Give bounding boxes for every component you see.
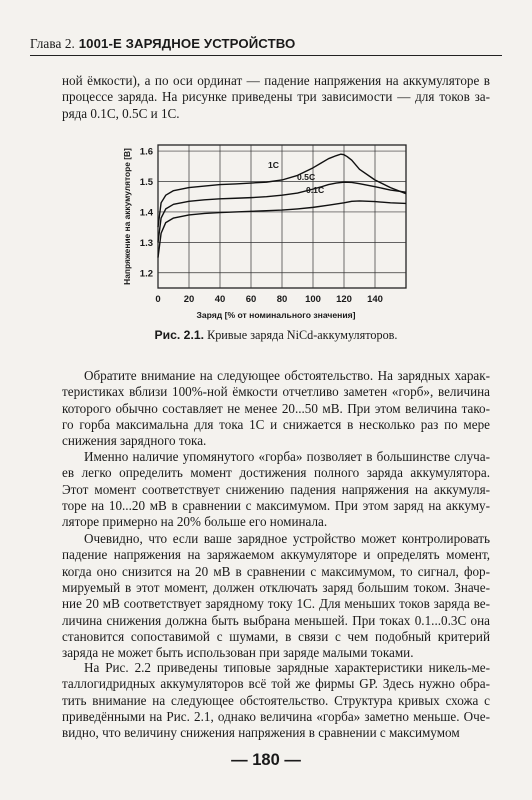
text-line: ние 20 мВ соответствует зарядному току 1С. Для меньших токов заряда ве- (62, 596, 490, 612)
page-number: — 180 — (231, 751, 301, 769)
caption-label: Рис. 2.1. (154, 328, 205, 342)
charge-curves-chart (118, 133, 418, 333)
x-tick-label: 100 (305, 294, 321, 305)
text-line: На Рис. 2.2 приведены типовые зарядные характеристики никель-ме- (84, 660, 490, 675)
body-paragraph (62, 449, 490, 531)
text-line: видно, что величину снижения напряжения в сравнении с максимумом (62, 725, 460, 741)
y-tick-label: 1.2 (139, 268, 153, 280)
text-line: Обратите внимание на следующее обстоятельство. На зарядных харак- (84, 368, 490, 383)
text-line: падение напряжения на заряжаемом аккумуляторе и определять момент, (62, 547, 490, 563)
text-line: ляторе примерно на 20% больше его номинала. (62, 514, 328, 530)
text-line: таллогидридных аккумуляторов всё той же фирмы GP. Здесь нужно обра- (62, 676, 490, 692)
text-line: приведёнными на Рис. 2.1, однако величина «горба» заметно меньше. Оче- (62, 709, 490, 725)
series-label: 1C (268, 159, 279, 170)
text-line: снижения зарядного тока. (62, 433, 207, 449)
text-line: ной ёмкости), а по оси ординат — падение напряжения на аккумуляторе в (62, 73, 490, 88)
text-line: ряда 0.1С, 0.5С и 1С. (62, 105, 180, 121)
text-line: когда оно снизится на 20 мВ в сравнении с максимумом, то сигнал, фор- (62, 563, 490, 579)
x-tick-label: 20 (183, 294, 195, 305)
chapter-title: 1001-Е ЗАРЯДНОЕ УСТРОЙСТВО (78, 36, 296, 51)
running-head (30, 36, 502, 56)
x-axis-title: Заряд [% от номинального значения] (196, 310, 356, 320)
figure-caption (62, 328, 490, 343)
y-axis-title: Напряжение на аккумуляторе [В] (122, 148, 132, 285)
y-tick-label: 1.5 (139, 177, 153, 189)
text-line: заряда не может быть использован при заряде малыми токами. (62, 645, 414, 661)
y-tick-label: 1.3 (139, 237, 153, 249)
y-tick-label: 1.6 (139, 146, 153, 158)
x-tick-label: 80 (276, 294, 288, 305)
text-line: становится сопоставимой с шумами, в связи с чем подобный критерий (62, 629, 490, 645)
text-line: Этот момент соответствует снижению падения напряжения на аккумуля- (62, 481, 490, 497)
text-line: ев легко определить момент достижения полного заряда аккумулятора. (62, 465, 490, 481)
x-tick-label: 120 (336, 294, 352, 305)
x-tick-label: 40 (214, 294, 226, 305)
figure-2-1 (118, 133, 418, 333)
x-tick-label: 0 (155, 294, 161, 305)
chapter-label: Глава 2. (30, 36, 75, 51)
caption-text: Кривые заряда NiCd-аккумуляторов. (207, 328, 398, 342)
text-line: теристиках вблизи 100%-ной ёмкости отчетливо заметен «горб», величина (62, 384, 490, 400)
text-line: личина снижения должна быть выбрана меньшей. При токах 0.1...0.3С она (62, 612, 490, 628)
text-line: процессе заряда. На рисунке приведены три зависимости — для токов за- (62, 89, 490, 105)
intro-paragraph (62, 73, 490, 122)
text-line: Очевидно, что если ваше зарядное устройство может контролировать (84, 531, 490, 546)
y-tick-label: 1.4 (139, 207, 153, 219)
body-paragraph (62, 368, 490, 450)
body-paragraph (62, 660, 490, 742)
text-line: которого обычно составляет не менее 20...50 мВ. При этом величина тако- (62, 400, 490, 416)
series-label: 0.1C (306, 185, 325, 196)
text-line: торе на 10...20 мВ в сравнении с максимумом. При этом заряд на аккуму- (62, 498, 490, 514)
body-paragraph (62, 531, 490, 662)
x-tick-label: 140 (367, 294, 383, 305)
x-tick-label: 60 (245, 294, 257, 305)
text-line: Именно наличие упомянутого «горба» позволяет в большинстве случа- (84, 449, 490, 464)
text-line: го горба максимальна для тока 1С и снижается в несколько раз по мере (62, 417, 490, 433)
text-line: тить внимание на следующее обстоятельство. Структура кривых схожа с (62, 692, 490, 708)
text-line: мируемый в этот момент, должен отключать заряд большим током. Значе- (62, 580, 490, 596)
series-label: 0.5C (297, 171, 316, 182)
